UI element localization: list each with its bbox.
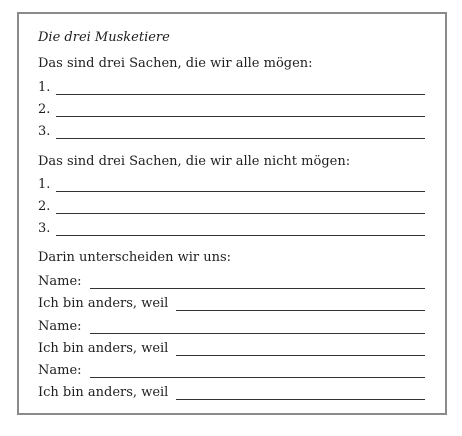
dislike-item-2 — [38, 197, 425, 215]
like-answer-line-2[interactable] — [56, 115, 425, 117]
reason-line-1[interactable] — [176, 309, 425, 311]
like-item-3 — [38, 122, 425, 140]
name-label: Name: — [38, 319, 82, 334]
differ-reason-row-2 — [38, 339, 425, 357]
name-line-1[interactable] — [90, 287, 425, 289]
reason-label: Ich bin anders, weil — [38, 341, 169, 356]
like-item-2 — [38, 100, 425, 118]
reason-label: Ich bin anders, weil — [38, 296, 169, 311]
name-label: Name: — [38, 363, 82, 378]
name-line-2[interactable] — [90, 332, 425, 334]
dislike-heading: Das sind drei Sachen, die wir alle nicht mögen: — [38, 154, 351, 169]
like-heading: Das sind drei Sachen, die wir alle mögen: — [38, 56, 313, 71]
differ-name-row-3 — [38, 361, 425, 379]
reason-line-3[interactable] — [176, 398, 425, 400]
like-answer-line-3[interactable] — [56, 137, 425, 139]
dislike-item-3 — [38, 219, 425, 237]
differ-heading: Darin unterscheiden wir uns: — [38, 250, 232, 265]
differ-name-row-1 — [38, 272, 425, 290]
dislike-item-number: 3. — [38, 221, 51, 236]
like-item-number: 3. — [38, 124, 51, 139]
dislike-item-number: 2. — [38, 199, 51, 214]
like-item-number: 1. — [38, 80, 51, 95]
dislike-item-number: 1. — [38, 177, 51, 192]
like-item-1 — [38, 78, 425, 96]
name-line-3[interactable] — [90, 376, 425, 378]
dislike-answer-line-3[interactable] — [56, 234, 425, 236]
worksheet-frame — [17, 12, 447, 415]
like-item-number: 2. — [38, 102, 51, 117]
name-label: Name: — [38, 274, 82, 289]
differ-reason-row-3 — [38, 383, 425, 401]
reason-label: Ich bin anders, weil — [38, 385, 169, 400]
dislike-item-1 — [38, 175, 425, 193]
dislike-answer-line-2[interactable] — [56, 212, 425, 214]
reason-line-2[interactable] — [176, 354, 425, 356]
like-answer-line-1[interactable] — [56, 93, 425, 95]
differ-reason-row-1 — [38, 294, 425, 312]
dislike-answer-line-1[interactable] — [56, 190, 425, 192]
differ-name-row-2 — [38, 317, 425, 335]
worksheet-title: Die drei Musketiere — [38, 30, 170, 45]
